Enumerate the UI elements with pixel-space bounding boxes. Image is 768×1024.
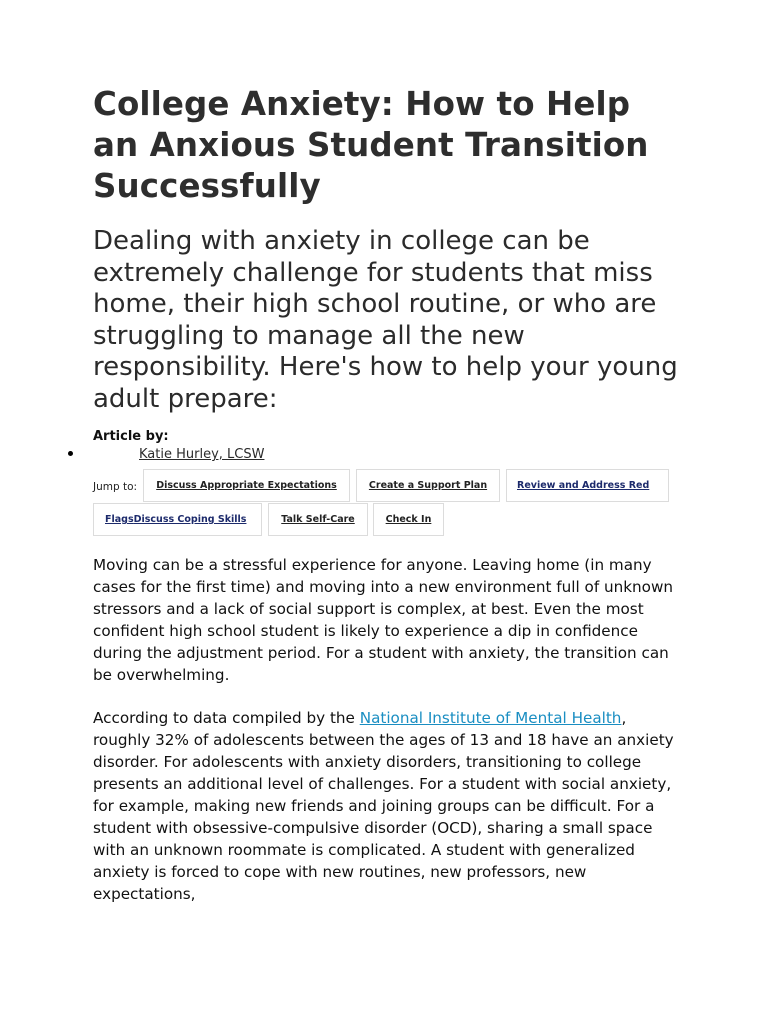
jump-to-nav xyxy=(93,469,683,539)
jump-link-expectations[interactable]: Discuss Appropriate Expectations xyxy=(143,469,350,502)
author-link[interactable]: Katie Hurley, LCSW xyxy=(139,447,265,462)
jump-link-check-in[interactable]: Check In xyxy=(373,503,444,536)
article xyxy=(93,84,683,928)
author-list xyxy=(93,447,683,465)
article-subtitle: Dealing with anxiety in college can be extremely challenge for students that miss home, their high school routine, or who are struggling to manage all the new responsibility. Here's how to help your young adult prepare: xyxy=(93,226,678,414)
paragraph-text: According to data compiled by the xyxy=(93,709,360,728)
jump-link-red-flags[interactable]: Review and Address Red xyxy=(506,469,669,502)
jump-to-label: Jump to: xyxy=(93,481,138,493)
article-body xyxy=(93,555,683,906)
body-paragraph-2 xyxy=(93,708,683,905)
nimh-link[interactable]: National Institute of Mental Health xyxy=(359,709,622,728)
jump-link-flags-text[interactable]: Flags xyxy=(105,514,134,525)
body-paragraph-1: Moving can be a stressful experience for anyone. Leaving home (in many cases for the first time) and moving into a new environment full of unknown stressors and a lack of social support is complex, at best. Even the most confident high school student is likely to experience a dip in confidence during the adjustment period. For a student with anxiety, the transition can be overwhelming. xyxy=(93,556,674,684)
jump-link-support-plan[interactable]: Create a Support Plan xyxy=(356,469,500,502)
byline-label: Article by: xyxy=(93,429,169,444)
jump-link-self-care[interactable]: Talk Self-Care xyxy=(268,503,368,536)
author-list-item xyxy=(93,447,683,465)
paragraph-text: , roughly 32% of adolescents between the ages of 13 and 18 have an anxiety disorder. For adolescents with anxiety disorders, transitioning to college presents an additional level of challenges. For a student with social anxiety, for example, making new friends and joining groups can be difficult. For a student with obsessive-compulsive disorder (OCD), sharing a small space with an unknown roommate is complicated. A student with generalized anxiety is forced to cope with new routines, new professors, new expectations, xyxy=(93,709,674,903)
jump-link-coping-text[interactable]: Discuss Coping Skills xyxy=(133,514,247,525)
article-title: College Anxiety: How to Help an Anxious Student Transition Successfully xyxy=(93,85,649,205)
bullet-icon xyxy=(68,451,73,456)
jump-link-coping-skills[interactable] xyxy=(93,503,262,536)
